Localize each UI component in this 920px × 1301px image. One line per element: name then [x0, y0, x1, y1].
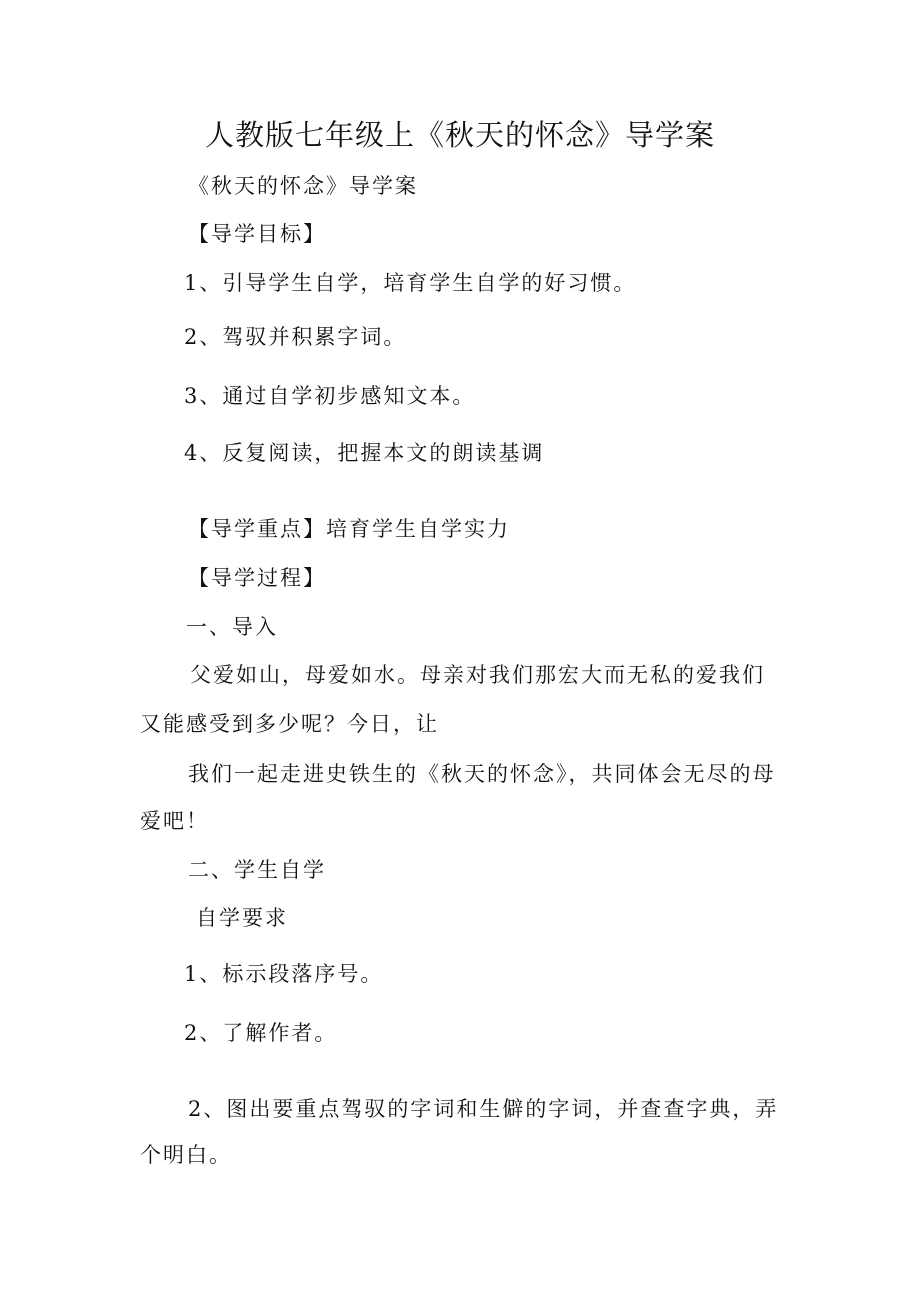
requirement-item-3-line-1: 2、图出要重点驾驭的字词和生僻的字词，并查查字典，弄 — [188, 1097, 779, 1121]
objective-item-2: 2、驾驭并积累字词。 — [184, 325, 407, 349]
requirements-heading: 自学要求 — [196, 906, 288, 930]
intro-paragraph-1-line-1: 父爱如山，母爱如水。母亲对我们那宏大而无私的爱我们 — [190, 663, 765, 687]
document-subtitle: 《秋天的怀念》导学案 — [188, 174, 418, 198]
focus-line: 【导学重点】培育学生自学实力 — [188, 517, 510, 541]
requirement-item-2: 2、了解作者。 — [184, 1021, 338, 1045]
document-title: 人教版七年级上《秋天的怀念》导学案 — [204, 118, 715, 152]
intro-heading: 一、导入 — [186, 615, 278, 639]
self-study-heading: 二、学生自学 — [188, 858, 326, 882]
objective-item-4: 4、反复阅读，把握本文的朗读基调 — [184, 441, 545, 465]
process-heading: 【导学过程】 — [188, 566, 326, 590]
objectives-heading: 【导学目标】 — [188, 222, 326, 246]
intro-paragraph-1-line-2: 又能感受到多少呢？今日，让 — [140, 712, 439, 736]
intro-paragraph-2-line-2: 爱吧！ — [140, 809, 209, 833]
requirement-item-3-line-2: 个明白。 — [140, 1143, 232, 1167]
objective-item-3: 3、通过自学初步感知文本。 — [184, 384, 476, 408]
intro-paragraph-2-line-1: 我们一起走进史铁生的《秋天的怀念》，共同体会无尽的母 — [188, 762, 776, 786]
objective-item-1: 1、引导学生自学，培育学生自学的好习惯。 — [184, 271, 637, 295]
requirement-item-1: 1、标示段落序号。 — [184, 962, 384, 986]
